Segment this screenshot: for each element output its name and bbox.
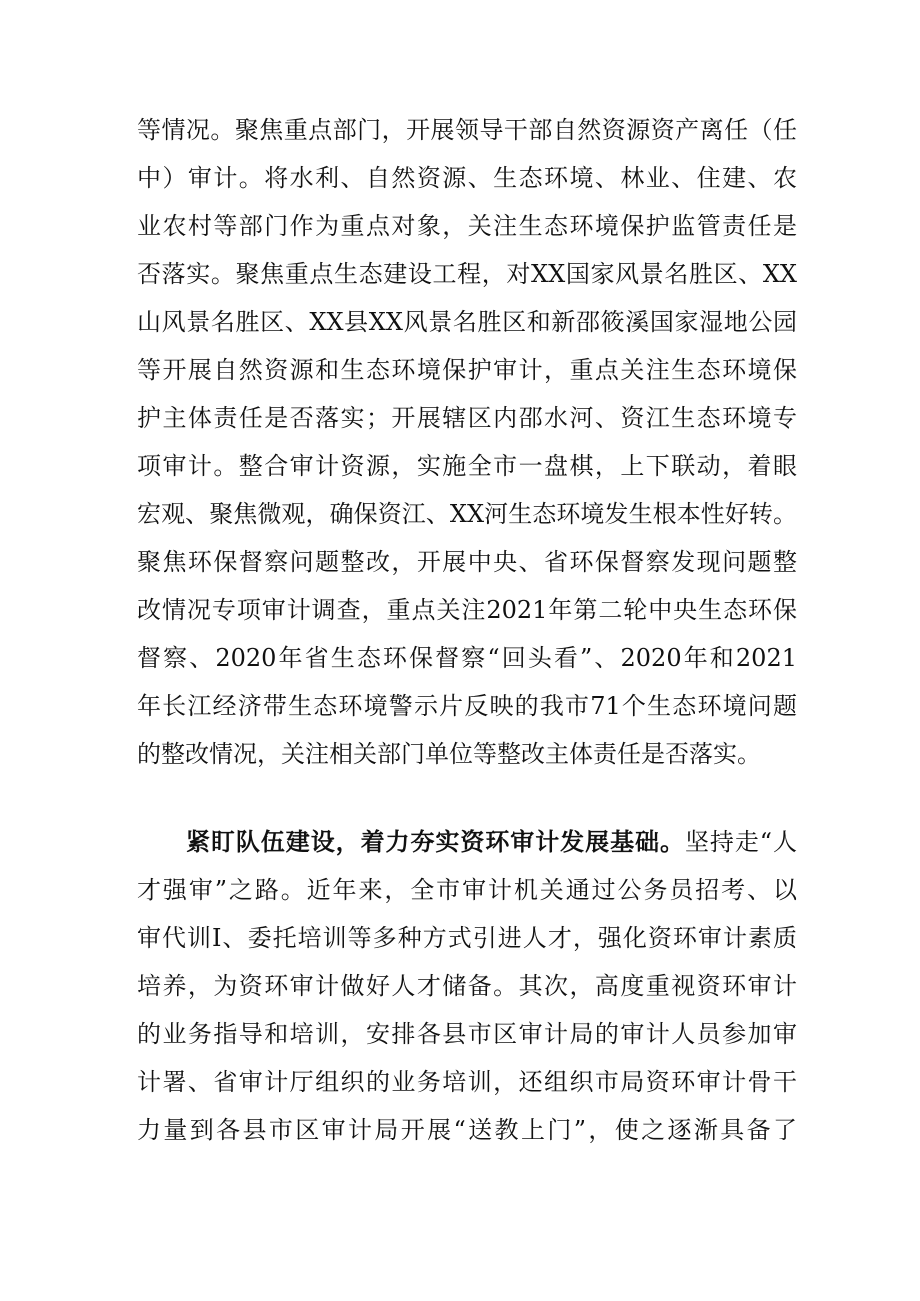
- text-line: 才强审”之路。近年来，全市审计机关通过公务员招考、以: [137, 876, 797, 904]
- text-line: 中）审计。将水利、自然资源、生态环境、林业、住建、农: [137, 164, 797, 192]
- text-line: 项审计。整合审计资源，实施全市一盘棋，上下联动，着眼: [137, 452, 797, 480]
- text-line: 的整改情况，关注相关部门单位等整改主体责任是否落实。: [137, 740, 761, 768]
- text-line: 业农村等部门作为重点对象，关注生态环境保护监管责任是: [137, 212, 797, 240]
- text-line: 督察、2020年省生态环保督察“回头看”、2020年和2021: [137, 644, 797, 672]
- paragraph-lead-heading: 紧盯队伍建设，着力夯实资环审计发展基础。: [185, 828, 685, 856]
- text-line: 等情况。聚焦重点部门，开展领导干部自然资源资产离任（任: [137, 116, 797, 144]
- paragraph-eco-audit: [137, 106, 797, 778]
- text-line: 审代训Ⅰ、委托培训等多种方式引进人才，强化资环审计素质: [137, 924, 797, 952]
- text-line: 否落实。聚焦重点生态建设工程，对XX国家风景名胜区、XX: [137, 260, 797, 288]
- text-line: 聚焦环保督察问题整改，开展中央、省环保督察发现问题整: [137, 548, 797, 576]
- text-line: 年长江经济带生态环境警示片反映的我市71个生态环境问题: [137, 692, 797, 720]
- text-line-first: [137, 818, 797, 866]
- text-line: 等开展自然资源和生态环境保护审计，重点关注生态环境保: [137, 356, 797, 384]
- text-line: 宏观、聚焦微观，确保资江、XX河生态环境发生根本性好转。: [137, 500, 797, 528]
- text-line: 改情况专项审计调查，重点关注2021年第二轮中央生态环保: [137, 596, 797, 624]
- text-line: 计署、省审计厅组织的业务培训，还组织市局资环审计骨干: [137, 1068, 797, 1096]
- paragraph-team-building: [137, 818, 797, 1154]
- text-line: 山风景名胜区、XX县XX风景名胜区和新邵筱溪国家湿地公园: [137, 308, 797, 336]
- paragraph-lead-rest: 坚持走“人: [684, 828, 798, 856]
- text-line: 力量到各县市区审计局开展“送教上门”，使之逐渐具备了: [137, 1116, 797, 1144]
- text-line: 培养，为资环审计做好人才储备。其次，高度重视资环审计: [137, 972, 797, 1000]
- text-line: 的业务指导和培训，安排各县市区审计局的审计人员参加审: [137, 1020, 797, 1048]
- text-line: 护主体责任是否落实；开展辖区内邵水河、资江生态环境专: [137, 404, 797, 432]
